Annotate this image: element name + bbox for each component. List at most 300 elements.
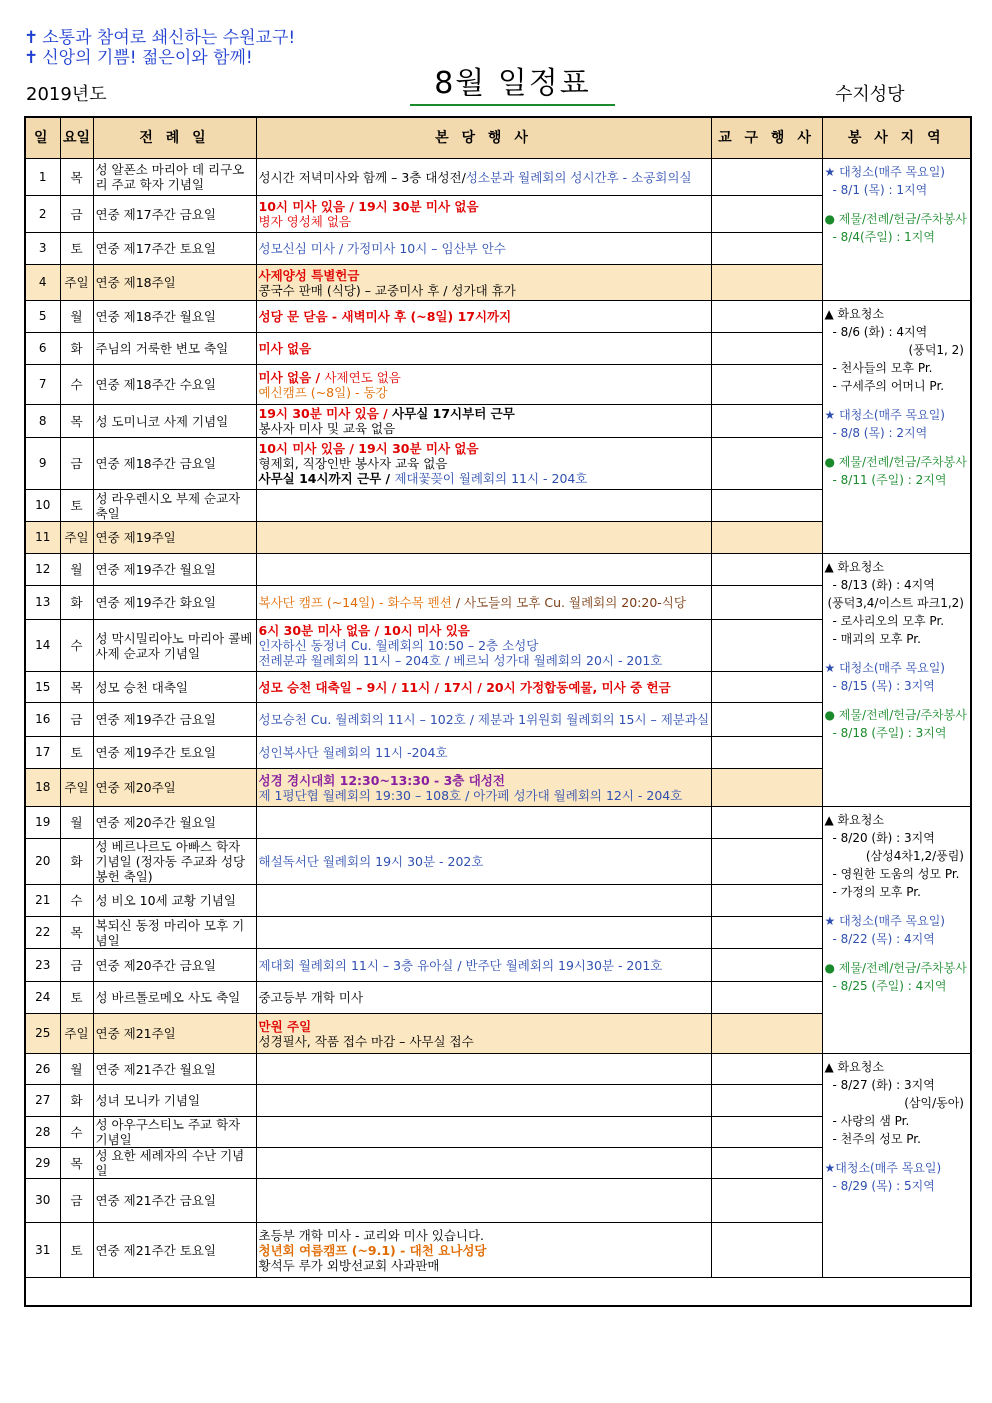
- parish-events-cell: [256, 196, 711, 233]
- service-area-cell: [822, 159, 971, 301]
- schedule-body: [25, 159, 971, 1306]
- parish-events-cell: [256, 703, 711, 737]
- spacer: [825, 397, 969, 405]
- dow-cell: 주일: [60, 522, 93, 554]
- diocese-events-cell: [711, 1085, 822, 1117]
- service-line: (삼성4차1,2/풍림): [865, 849, 964, 863]
- dow-cell: 화: [60, 839, 93, 885]
- day-cell: 30: [25, 1179, 60, 1223]
- diocese-events-cell: [711, 196, 822, 233]
- event-text: 사제연도 없음: [324, 369, 401, 385]
- day-cell: 31: [25, 1223, 60, 1278]
- empty-footer-row: [25, 1278, 971, 1306]
- event-text: 사제양성 특별헌금: [258, 267, 360, 283]
- schedule-table: [24, 116, 972, 1307]
- event-text: 만원 주일: [258, 1018, 312, 1034]
- day-cell: 1: [25, 159, 60, 196]
- liturgy-cell: 연중 제20주간 금요일: [93, 949, 256, 982]
- day-cell: 19: [25, 807, 60, 839]
- service-line: - 매괴의 모후 Pr.: [832, 632, 921, 646]
- parish-events-cell: [256, 672, 711, 703]
- event-text: 사무실 17시부터 근무: [392, 406, 515, 421]
- diocese-events-cell: [711, 807, 822, 839]
- liturgy-cell: 성 도미니코 사제 기념일: [93, 405, 256, 438]
- event-line: [259, 745, 709, 760]
- event-line: [259, 712, 709, 727]
- event-line: [259, 456, 709, 471]
- event-line: [259, 406, 709, 421]
- dow-cell: 월: [60, 807, 93, 839]
- diocese-events-cell: [711, 405, 822, 438]
- slogan-line-2: [24, 48, 253, 68]
- liturgy-cell: 연중 제18주일: [93, 265, 256, 301]
- liturgy-cell: 성 요한 세례자의 수난 기념일: [93, 1148, 256, 1179]
- service-area-cell: [822, 554, 971, 807]
- event-text: 복사단 캠프 (~14일) - 화수목 펜션: [258, 595, 452, 610]
- service-line: (삼익/동아): [904, 1096, 964, 1110]
- event-line: [259, 471, 709, 486]
- parish-events-cell: [256, 620, 711, 672]
- parish-events-cell: [256, 949, 711, 982]
- diocese-events-cell: [711, 1148, 822, 1179]
- service-line: - 8/6 (화) : 4지역: [832, 325, 928, 339]
- liturgy-cell: 연중 제21주간 금요일: [93, 1179, 256, 1223]
- liturgy-cell: 연중 제17주간 금요일: [93, 196, 256, 233]
- event-text: 황석두 루가 외방선교회 사과판매: [258, 1257, 440, 1273]
- dow-cell: 금: [60, 703, 93, 737]
- liturgy-cell: 연중 제20주일: [93, 769, 256, 807]
- parish-events-cell: [256, 1117, 711, 1148]
- dow-cell: 목: [60, 405, 93, 438]
- diocese-events-cell: [711, 301, 822, 333]
- liturgy-cell: 연중 제19주간 금요일: [93, 703, 256, 737]
- event-text: 초등부 개학 미사 - 교리와 미사 있습니다.: [258, 1227, 485, 1243]
- event-text: 성소분과 월례회의 성시간후 - 소공회의실: [465, 169, 692, 185]
- service-line: - 구세주의 어머니 Pr.: [832, 379, 945, 393]
- page-title: 8월 일정표: [410, 64, 615, 106]
- spacer: [825, 444, 969, 452]
- day-cell: 17: [25, 737, 60, 769]
- diocese-events-cell: [711, 365, 822, 405]
- dow-cell: 금: [60, 949, 93, 982]
- diocese-events-cell: [711, 917, 822, 949]
- dow-cell: 토: [60, 737, 93, 769]
- service-line: ▲ 화요청소: [824, 307, 884, 321]
- spacer: [825, 950, 969, 958]
- event-line: [259, 268, 709, 283]
- event-text: / 사도들의 모후 Cu. 월례회의 20:20-식당: [451, 595, 686, 610]
- parish-events-cell: [256, 365, 711, 405]
- event-text: 제대회 월례회의 11시 – 3층 유아실 / 반주단 월례회의 19시30분 - 201호: [258, 957, 663, 973]
- diocese-events-cell: [711, 1014, 822, 1054]
- spacer: [825, 697, 969, 705]
- service-line: - 사랑의 샘 Pr.: [832, 1114, 910, 1128]
- event-text: 청년회 여름캠프 (~9.1) - 대천 요나성당: [258, 1242, 487, 1258]
- day-cell: 8: [25, 405, 60, 438]
- empty-footer-cell: [25, 1278, 971, 1306]
- diocese-events-cell: [711, 672, 822, 703]
- event-line: [259, 170, 709, 185]
- dow-cell: 목: [60, 672, 93, 703]
- liturgy-cell: 연중 제19주간 토요일: [93, 737, 256, 769]
- service-line: ▲ 화요청소: [824, 813, 884, 827]
- service-line: ● 제물/전례/헌금/주차봉사: [824, 961, 967, 975]
- liturgy-cell: 성 비오 10세 교황 기념일: [93, 885, 256, 917]
- dow-cell: 토: [60, 982, 93, 1014]
- service-line: ★ 대청소(매주 목요일): [824, 661, 945, 675]
- dow-cell: 금: [60, 1179, 93, 1223]
- event-line: [259, 199, 709, 214]
- service-line: ● 제물/전례/헌금/주차봉사: [824, 708, 967, 722]
- event-line: [259, 421, 709, 436]
- liturgy-cell: 성 알폰소 마리아 데 리구오리 주교 학자 기념일: [93, 159, 256, 196]
- table-row: [25, 554, 971, 586]
- dow-cell: 주일: [60, 769, 93, 807]
- liturgy-cell: 연중 제21주간 월요일: [93, 1054, 256, 1085]
- parish-events-cell: [256, 982, 711, 1014]
- service-line: - 8/20 (화) : 3지역: [832, 831, 935, 845]
- event-text: 성인복사단 월례회의 11시 -204호: [258, 745, 448, 760]
- slogan-text-2: 신앙의 기쁨! 젊은이와 함께!: [42, 48, 253, 68]
- event-line: [259, 214, 709, 229]
- event-line: [259, 241, 709, 256]
- liturgy-cell: 성 바르톨로메오 사도 축일: [93, 982, 256, 1014]
- dow-cell: 토: [60, 490, 93, 522]
- event-line: [259, 595, 709, 610]
- day-cell: 18: [25, 769, 60, 807]
- diocese-events-cell: [711, 885, 822, 917]
- day-cell: 12: [25, 554, 60, 586]
- service-line: ▲ 화요청소: [824, 1060, 884, 1074]
- liturgy-cell: 연중 제18주간 수요일: [93, 365, 256, 405]
- event-text: 미사 없음 /: [258, 369, 325, 385]
- parish-events-cell: [256, 1085, 711, 1117]
- diocese-events-cell: [711, 265, 822, 301]
- service-line: - 8/22 (목) : 4지역: [832, 932, 935, 946]
- event-line: [259, 1258, 709, 1273]
- liturgy-cell: 성 아우구스티노 주교 학자 기념일: [93, 1117, 256, 1148]
- diocese-events-cell: [711, 839, 822, 885]
- dow-cell: 목: [60, 917, 93, 949]
- event-text: 성모신심 미사 / 가정미사 10시 – 임산부 안수: [258, 241, 506, 256]
- day-cell: 13: [25, 586, 60, 620]
- header-liturgy: 전 례 일: [93, 117, 256, 159]
- event-text: 성시간 저녁미사와 함께 – 3층 대성전/: [258, 169, 466, 185]
- parish-events-cell: [256, 586, 711, 620]
- diocese-events-cell: [711, 620, 822, 672]
- parish-events-cell: [256, 737, 711, 769]
- event-text: 성모 승천 대축일 – 9시 / 11시 / 17시 / 20시 가정합동예물, 미사 중 헌금: [258, 679, 671, 695]
- diocese-events-cell: [711, 333, 822, 365]
- day-cell: 2: [25, 196, 60, 233]
- diocese-events-cell: [711, 982, 822, 1014]
- service-line: - 가정의 모후 Pr.: [832, 885, 921, 899]
- spacer: [825, 1150, 969, 1158]
- event-text: 전례분과 월례회의 11시 – 204호 / 베르뇌 성가대 월례회의 20시 - 201호: [258, 653, 663, 668]
- service-line: - 천사들의 모후 Pr.: [832, 361, 933, 375]
- diocese-events-cell: [711, 737, 822, 769]
- diocese-events-cell: [711, 233, 822, 265]
- event-line: [259, 773, 709, 788]
- service-line: ● 제물/전례/헌금/주차봉사: [824, 455, 967, 469]
- dow-cell: 월: [60, 1054, 93, 1085]
- parish-events-cell: [256, 839, 711, 885]
- event-line: [259, 385, 709, 400]
- service-line: - 8/4(주일) : 1지역: [832, 230, 935, 244]
- header-service-area: 봉 사 지 역: [822, 117, 971, 159]
- diocese-events-cell: [711, 1179, 822, 1223]
- service-line: - 로사리오의 모후 Pr.: [832, 614, 945, 628]
- day-cell: 5: [25, 301, 60, 333]
- service-line: ★ 대청소(매주 목요일): [824, 408, 945, 422]
- dow-cell: 토: [60, 1223, 93, 1278]
- liturgy-cell: 성 베르나르도 아빠스 학자 기념일 (정자동 주교좌 성당 봉헌 축일): [93, 839, 256, 885]
- liturgy-cell: 연중 제19주일: [93, 522, 256, 554]
- service-area-cell: [822, 301, 971, 554]
- dow-cell: 화: [60, 586, 93, 620]
- parish-events-cell: [256, 405, 711, 438]
- slogan-line-1: [24, 28, 295, 48]
- diocese-events-cell: [711, 949, 822, 982]
- parish-events-cell: [256, 1054, 711, 1085]
- parish-events-cell: [256, 522, 711, 554]
- liturgy-cell: 연중 제21주간 토요일: [93, 1223, 256, 1278]
- event-line: [259, 653, 709, 668]
- event-text: 성경 경시대회 12:30~13:30 - 3층 대성전: [258, 772, 505, 788]
- spacer: [825, 903, 969, 911]
- diocese-events-cell: [711, 703, 822, 737]
- event-line: [259, 623, 709, 638]
- service-line: ▲ 화요청소: [824, 560, 884, 574]
- event-text: 6시 30분 미사 없음 / 10시 미사 있음: [258, 623, 470, 638]
- event-text: 제대꽃꽂이 월례회의 11시 - 204호: [394, 471, 588, 486]
- liturgy-cell: 주님의 거룩한 변모 축일: [93, 333, 256, 365]
- day-cell: 27: [25, 1085, 60, 1117]
- parish-name: 수지성당: [835, 84, 905, 105]
- diocese-events-cell: [711, 1223, 822, 1278]
- header-dow: 요일: [60, 117, 93, 159]
- event-line: [259, 854, 709, 869]
- parish-events-cell: [256, 1223, 711, 1278]
- parish-events-cell: [256, 885, 711, 917]
- parish-events-cell: [256, 1179, 711, 1223]
- diocese-events-cell: [711, 554, 822, 586]
- event-line: [259, 441, 709, 456]
- service-area-cell: [822, 807, 971, 1054]
- parish-events-cell: [256, 159, 711, 196]
- day-cell: 4: [25, 265, 60, 301]
- day-cell: 23: [25, 949, 60, 982]
- event-text: 사무실 14시까지 근무 /: [258, 471, 395, 486]
- parish-events-cell: [256, 1148, 711, 1179]
- dow-cell: 토: [60, 233, 93, 265]
- day-cell: 16: [25, 703, 60, 737]
- event-line: [259, 1034, 709, 1049]
- day-cell: 14: [25, 620, 60, 672]
- liturgy-cell: 연중 제21주일: [93, 1014, 256, 1054]
- liturgy-cell: 연중 제18주간 금요일: [93, 438, 256, 490]
- event-text: 인자하신 동정녀 Cu. 월례회의 10:50 – 2층 소성당: [258, 638, 539, 653]
- diocese-events-cell: [711, 1054, 822, 1085]
- dow-cell: 목: [60, 159, 93, 196]
- liturgy-cell: 연중 제20주간 월요일: [93, 807, 256, 839]
- service-line: ★ 대청소(매주 목요일): [824, 165, 945, 179]
- dow-cell: 금: [60, 438, 93, 490]
- event-line: [259, 788, 709, 803]
- event-text: 성당 문 닫음 - 새벽미사 후 (~8일) 17시까지: [258, 309, 512, 324]
- service-line: - 8/8 (목) : 2지역: [832, 426, 928, 440]
- dow-cell: 수: [60, 1117, 93, 1148]
- parish-events-cell: [256, 265, 711, 301]
- event-text: 19시 30분 미사 있음 /: [258, 406, 393, 421]
- parish-events-cell: [256, 438, 711, 490]
- day-cell: 25: [25, 1014, 60, 1054]
- liturgy-cell: 복되신 동정 마리아 모후 기념일: [93, 917, 256, 949]
- parish-events-cell: [256, 769, 711, 807]
- liturgy-cell: 연중 제19주간 월요일: [93, 554, 256, 586]
- day-cell: 20: [25, 839, 60, 885]
- table-header-row: [25, 117, 971, 159]
- event-text: 성모승천 Cu. 월례회의 11시 – 102호 / 제분과 1위원회 월례회의 15시 – 제분과실: [258, 712, 710, 727]
- day-cell: 3: [25, 233, 60, 265]
- day-cell: 24: [25, 982, 60, 1014]
- spacer: [825, 201, 969, 209]
- service-line: ★ 대청소(매주 목요일): [824, 914, 945, 928]
- dow-cell: 수: [60, 365, 93, 405]
- cross-icon: ✝: [24, 28, 39, 48]
- event-line: [259, 958, 709, 973]
- day-cell: 10: [25, 490, 60, 522]
- event-line: [259, 1019, 709, 1034]
- header-diocese-events: 교 구 행 사: [711, 117, 822, 159]
- day-cell: 6: [25, 333, 60, 365]
- service-line: - 8/11 (주일) : 2지역: [832, 473, 947, 487]
- service-line: (풍덕1, 2): [908, 343, 964, 357]
- event-text: 제 1평단협 월례회의 19:30 – 108호 / 아가페 성가대 월례회의 12시 - 204호: [258, 787, 683, 803]
- service-line: (풍덕3,4/이스트 파크1,2): [827, 596, 964, 610]
- event-line: [259, 1243, 709, 1258]
- event-line: [259, 309, 709, 324]
- event-line: [259, 680, 709, 695]
- parish-events-cell: [256, 301, 711, 333]
- dow-cell: 월: [60, 554, 93, 586]
- service-line: - 천주의 성모 Pr.: [832, 1132, 921, 1146]
- diocese-events-cell: [711, 438, 822, 490]
- event-line: [259, 341, 709, 356]
- parish-events-cell: [256, 807, 711, 839]
- liturgy-cell: 성모 승천 대축일: [93, 672, 256, 703]
- diocese-events-cell: [711, 769, 822, 807]
- event-text: 콩국수 판매 (식당) – 교중미사 후 / 성가대 휴가: [258, 282, 516, 298]
- event-text: 10시 미사 있음 / 19시 30분 미사 없음: [258, 199, 479, 214]
- event-line: [259, 1228, 709, 1243]
- event-line: [259, 283, 709, 298]
- liturgy-cell: 연중 제19주간 화요일: [93, 586, 256, 620]
- service-line: - 영원한 도움의 성모 Pr.: [832, 867, 960, 881]
- day-cell: 29: [25, 1148, 60, 1179]
- table-row: [25, 807, 971, 839]
- diocese-events-cell: [711, 1117, 822, 1148]
- event-line: [259, 370, 709, 385]
- parish-events-cell: [256, 333, 711, 365]
- liturgy-cell: 연중 제18주간 월요일: [93, 301, 256, 333]
- slogan-text-1: 소통과 참여로 쇄신하는 수원교구!: [42, 28, 296, 48]
- day-cell: 26: [25, 1054, 60, 1085]
- diocese-events-cell: [711, 586, 822, 620]
- service-line: - 8/1 (목) : 1지역: [832, 183, 928, 197]
- service-area-cell: [822, 1054, 971, 1278]
- service-line: - 8/27 (화) : 3지역: [832, 1078, 935, 1092]
- liturgy-cell: 성녀 모니카 기념일: [93, 1085, 256, 1117]
- service-line: - 8/15 (목) : 3지역: [832, 679, 935, 693]
- event-line: [259, 990, 709, 1005]
- event-text: 형제회, 직장인반 봉사자 교육 없음: [258, 456, 448, 471]
- dow-cell: 수: [60, 885, 93, 917]
- spacer: [825, 650, 969, 658]
- event-text: 10시 미사 있음 / 19시 30분 미사 없음: [258, 441, 479, 456]
- day-cell: 28: [25, 1117, 60, 1148]
- event-line: [259, 638, 709, 653]
- day-cell: 9: [25, 438, 60, 490]
- event-text: 예신캠프 (~8일) - 동강: [258, 384, 388, 400]
- liturgy-cell: 연중 제17주간 토요일: [93, 233, 256, 265]
- parish-events-cell: [256, 554, 711, 586]
- year-label: 2019년도: [26, 84, 107, 105]
- table-row: [25, 1054, 971, 1085]
- service-line: ● 제물/전례/헌금/주차봉사: [824, 212, 967, 226]
- table-row: [25, 301, 971, 333]
- day-cell: 11: [25, 522, 60, 554]
- dow-cell: 주일: [60, 1014, 93, 1054]
- day-cell: 22: [25, 917, 60, 949]
- dow-cell: 화: [60, 1085, 93, 1117]
- dow-cell: 월: [60, 301, 93, 333]
- service-line: - 8/13 (화) : 4지역: [832, 578, 935, 592]
- dow-cell: 수: [60, 620, 93, 672]
- dow-cell: 화: [60, 333, 93, 365]
- event-text: 성경필사, 작품 접수 마감 – 사무실 접수: [258, 1033, 474, 1049]
- cross-icon: ✝: [24, 48, 39, 68]
- service-line: - 8/25 (주일) : 4지역: [832, 979, 947, 993]
- diocese-events-cell: [711, 490, 822, 522]
- service-line: - 8/18 (주일) : 3지역: [832, 726, 947, 740]
- day-cell: 21: [25, 885, 60, 917]
- day-cell: 7: [25, 365, 60, 405]
- event-text: 해설독서단 월례회의 19시 30분 - 202호: [258, 854, 484, 869]
- parish-events-cell: [256, 233, 711, 265]
- event-text: 중고등부 개학 미사: [258, 990, 364, 1005]
- dow-cell: 주일: [60, 265, 93, 301]
- header-parish-events: 본 당 행 사: [256, 117, 711, 159]
- liturgy-cell: 성 막시밀리아노 마리아 콜베 사제 순교자 기념일: [93, 620, 256, 672]
- service-line: - 8/29 (목) : 5지역: [832, 1179, 935, 1193]
- service-line: ★대청소(매주 목요일): [824, 1161, 942, 1175]
- parish-events-cell: [256, 1014, 711, 1054]
- dow-cell: 목: [60, 1148, 93, 1179]
- diocese-events-cell: [711, 159, 822, 196]
- dow-cell: 금: [60, 196, 93, 233]
- event-text: 병자 영성체 없음: [258, 214, 351, 229]
- day-cell: 15: [25, 672, 60, 703]
- parish-events-cell: [256, 490, 711, 522]
- header-day: 일: [25, 117, 60, 159]
- diocese-events-cell: [711, 522, 822, 554]
- event-text: 미사 없음: [258, 341, 312, 356]
- table-row: [25, 159, 971, 196]
- event-text: 봉사자 미사 및 교육 없음: [258, 421, 396, 436]
- liturgy-cell: 성 라우렌시오 부제 순교자 축일: [93, 490, 256, 522]
- parish-events-cell: [256, 917, 711, 949]
